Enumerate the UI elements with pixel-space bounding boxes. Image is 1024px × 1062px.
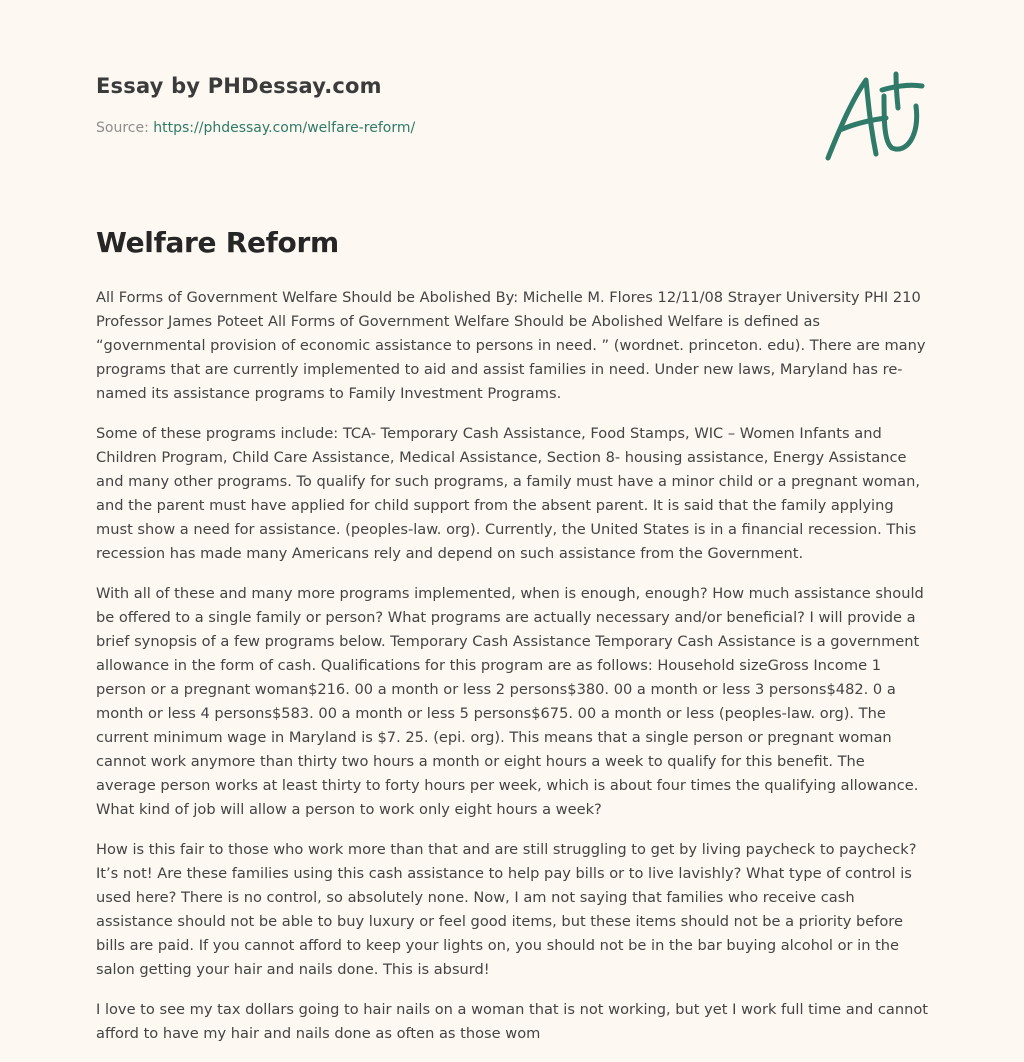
site-title: Essay by PHDessay.com xyxy=(96,74,382,98)
a-plus-logo-icon xyxy=(818,66,928,166)
source-line xyxy=(96,120,415,136)
source-link[interactable]: https://phdessay.com/welfare-reform/ xyxy=(153,120,416,136)
source-label: Source: xyxy=(96,120,149,136)
article-body xyxy=(96,286,928,1062)
page-header xyxy=(96,74,415,136)
paragraph: Some of these programs include: TCA- Temporary Cash Assistance, Food Stamps, WIC – Women Infants and Children Program, Child Care Assistance, Medical Assistance, Section 8- housing assistance, Energy Assistance and many other programs. To qualify for such programs, a family must have a minor child or a pregnant woman, and the parent must have applied for child support from the absent parent. It is said that the family applying must show a need for assistance. (peoples-law. org). Currently, the United States is in a financial recession. This recession has made many Americans rely and depend on such assistance from the Government. xyxy=(96,425,920,562)
article-title: Welfare Reform xyxy=(96,226,339,259)
paragraph: I love to see my tax dollars going to hair nails on a woman that is not working, but yet I work full time and cannot afford to have my hair and nails done as often as those wom xyxy=(96,1001,928,1042)
paragraph: How is this fair to those who work more than that and are still struggling to get by living paycheck to paycheck? It’s not! Are these families using this cash assistance to help pay bills or to live lavishly? What type of control is used here? There is no control, so absolutely none. Now, I am not saying that families who receive cash assistance should not be able to buy luxury or feel good items, but these items should not be a priority before bills are paid. If you cannot afford to keep your lights on, you should not be in the bar buying alcohol or in the salon getting your hair and nails done. This is absurd! xyxy=(96,841,917,978)
paragraph: All Forms of Government Welfare Should be Abolished By: Michelle M. Flores 12/11/08 Strayer University PHI 210 Professor James Poteet All Forms of Government Welfare Should be Abolished Welfare is defined as “governmental provision of economic assistance to persons in need. ” (wordnet. princeton. edu). There are many programs that are currently implemented to aid and assist families in need. Under new laws, Maryland has re-named its assistance programs to Family Investment Programs. xyxy=(96,289,926,402)
paragraph: With all of these and many more programs implemented, when is enough, enough? How much assistance should be offered to a single family or person? What programs are actually necessary and/or beneficial? I will provide a brief synopsis of a few programs below. Temporary Cash Assistance Temporary Cash Assistance is a government allowance in the form of cash. Qualifications for this program are as follows: Household sizeGross Income 1 person or a pregnant woman$216. 00 a month or less 2 persons$380. 00 a month or less 3 persons$482. 0 a month or less 4 persons$583. 00 a month or less 5 persons$675. 00 a month or less (peoples-law. org). The current minimum wage in Maryland is $7. 25. (epi. org). This means that a single person or pregnant woman cannot work anymore than thirty two hours a month or eight hours a week to qualify for this benefit. The average person works at least thirty to forty hours per week, which is about four times the qualifying allowance. What kind of job will allow a person to work only eight hours a week? xyxy=(96,585,924,818)
